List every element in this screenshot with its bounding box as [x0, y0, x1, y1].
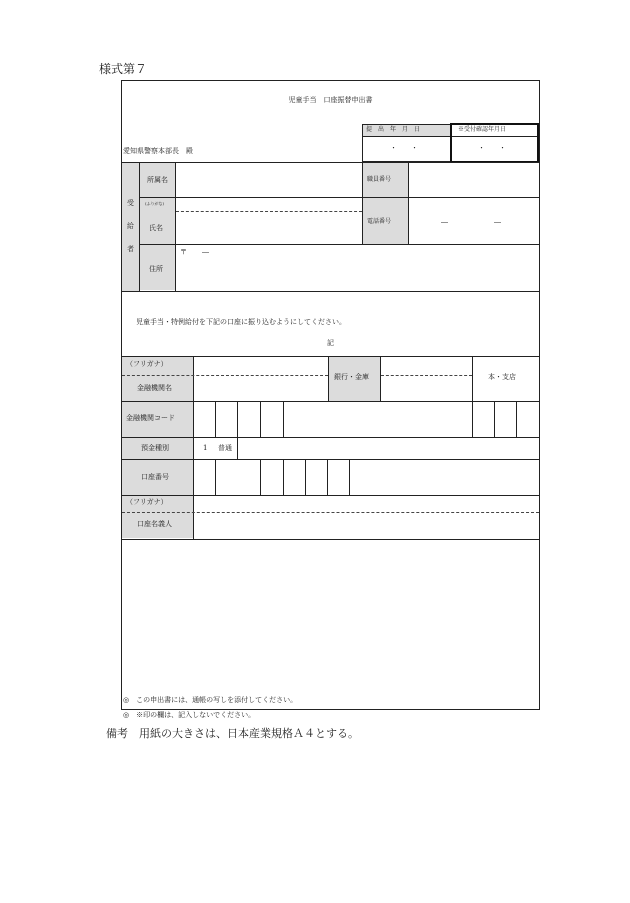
note-1: ◎ この申出書には、通帳の写しを添付してください。	[123, 696, 298, 704]
branch-code-field[interactable]	[473, 402, 539, 437]
phone-dash-2: ―	[494, 218, 501, 226]
recipient-label-2: 給	[127, 222, 134, 230]
ki-mark: 記	[327, 339, 334, 347]
recipient-label-3: 者	[127, 245, 134, 253]
employee-number-field[interactable]	[409, 163, 539, 197]
institution-code-label: 金融機関コード	[126, 414, 175, 422]
account-number-label: 口座番号	[141, 473, 169, 481]
form-title: 児童手当 口座振替申出書	[288, 96, 373, 104]
form-number: 様式第７	[99, 62, 148, 76]
furigana-small-label: (ふりがな)	[145, 201, 165, 206]
postal-mark: 〒	[180, 248, 187, 256]
addressee: 愛知県警察本部長 殿	[123, 147, 193, 155]
institution-code-field[interactable]	[194, 402, 283, 437]
postal-dash: ―	[202, 248, 209, 256]
institution-name-field[interactable]	[194, 357, 328, 401]
submission-date-label: 提 出 年 月 日	[366, 126, 421, 133]
affiliation-field[interactable]	[176, 163, 362, 197]
account-number-field[interactable]	[194, 460, 349, 495]
bank-type-label: 銀行・金庫	[334, 373, 369, 381]
account-holder-field[interactable]	[194, 496, 539, 539]
deposit-type-label: 預金種別	[141, 444, 169, 452]
statement-text: 児童手当・特例給付を下記の口座に振り込むようにしてください。	[136, 318, 346, 326]
phone-field[interactable]	[409, 198, 539, 244]
bank-furigana-label: （フリガナ）	[126, 360, 168, 368]
receipt-date-label: ※受付確認年月日	[458, 126, 507, 133]
name-field[interactable]	[176, 212, 362, 244]
branch-label: 本・支店	[488, 373, 516, 381]
address-label: 住所	[149, 265, 163, 273]
account-holder-label: 口座名義人	[137, 520, 172, 528]
holder-furigana-label: （フリガナ）	[126, 498, 168, 506]
submission-date-field[interactable]: ・ ・	[390, 144, 418, 152]
institution-label: 金融機関名	[137, 384, 172, 392]
branch-name-field[interactable]	[381, 357, 472, 401]
phone-label: 電話番号	[367, 218, 392, 225]
remark: 備考 用紙の大きさは、日本産業規格Ａ４とする。	[106, 727, 359, 740]
affiliation-label: 所属名	[147, 176, 168, 184]
receipt-date-field[interactable]: ・ ・	[478, 144, 506, 152]
address-field[interactable]	[176, 245, 539, 291]
deposit-type-value: 普通	[218, 444, 232, 452]
employee-number-label: 職員番号	[367, 176, 392, 183]
deposit-type-number: 1	[203, 444, 208, 452]
note-2: ◎ ※印の欄は、記入しないでください。	[123, 711, 256, 719]
name-label: 氏名	[149, 224, 163, 232]
recipient-label-1: 受	[127, 199, 134, 207]
phone-dash-1: ―	[441, 218, 448, 226]
